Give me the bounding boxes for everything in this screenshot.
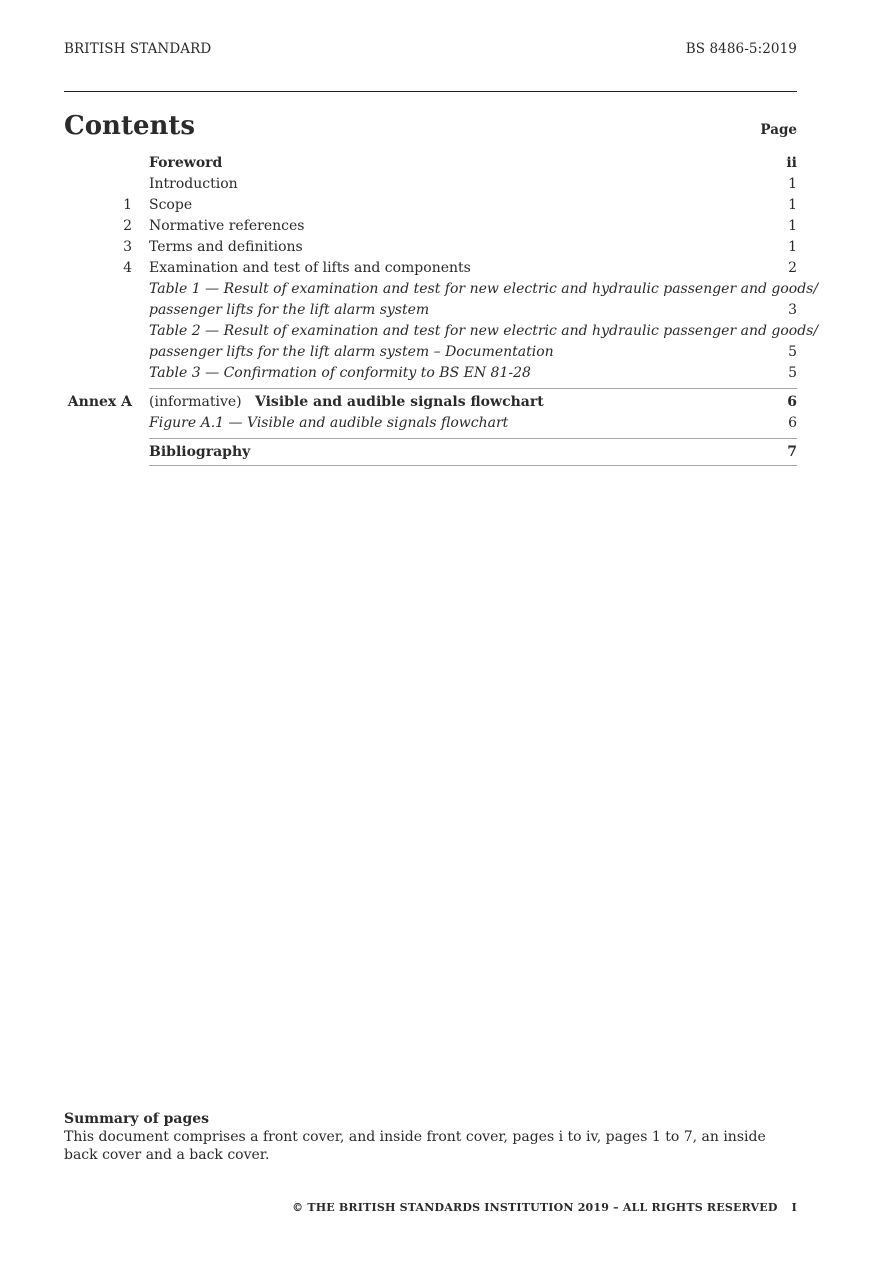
annex-separator-rule [149, 388, 797, 389]
toc-end-rule [149, 465, 797, 466]
toc-entry-page: 5 [788, 365, 797, 381]
table-of-contents [64, 153, 819, 466]
toc-entry-page: 1 [788, 218, 797, 234]
toc-entry-page: 1 [788, 197, 797, 213]
toc-entry-figure-a1[interactable] [64, 413, 797, 434]
header-document-number: BS 8486-5:2019 [685, 41, 797, 57]
bibliography-separator-rule [149, 438, 797, 439]
toc-entry-table-1[interactable] [64, 279, 819, 321]
toc-entry-title-line-1: Table 1 — Result of examination and test for new electric and hydraulic passenger and goods/ [149, 281, 819, 297]
toc-entry-page: 2 [788, 260, 797, 276]
toc-entry-foreword[interactable] [64, 153, 797, 174]
toc-entry-number: 2 [123, 218, 132, 234]
toc-entry-table-3[interactable] [64, 363, 797, 384]
toc-entry-title: Bibliography [149, 444, 251, 460]
toc-entry-annex-a[interactable] [64, 392, 797, 413]
document-page [64, 0, 819, 1262]
page-column-label: Page [760, 122, 797, 138]
toc-entry-terms-definitions[interactable] [64, 237, 797, 258]
toc-entry-title: Foreword [149, 155, 223, 171]
toc-entry-number: 4 [123, 260, 132, 276]
toc-entry-title: Terms and definitions [149, 239, 303, 255]
contents-title: Contents [64, 111, 196, 141]
toc-entry-bibliography[interactable] [64, 442, 797, 463]
header-standard-label: BRITISH STANDARD [64, 41, 212, 57]
toc-entry-title-line-2: passenger lifts for the lift alarm system – Documentation [149, 344, 554, 360]
toc-entry-number: 3 [123, 239, 132, 255]
toc-entry-normative-references[interactable] [64, 216, 797, 237]
page-footer [292, 1201, 797, 1214]
annex-label: Annex A [67, 394, 132, 410]
toc-entry-title: Examination and test of lifts and components [149, 260, 471, 276]
toc-entry-page: 7 [787, 444, 797, 460]
annex-entry-title [149, 392, 739, 413]
toc-entry-page: 5 [788, 344, 797, 360]
toc-entry-title: Scope [149, 197, 193, 213]
header-rule [64, 91, 797, 92]
toc-entry-page: 6 [788, 415, 797, 431]
toc-entry-introduction[interactable] [64, 174, 797, 195]
toc-entry-title: Figure A.1 — Visible and audible signals flowchart [149, 415, 509, 431]
page-folio: I [791, 1201, 797, 1214]
toc-entry-title-line-2: passenger lifts for the lift alarm system [149, 302, 430, 318]
toc-entry-title: Table 3 — Confirmation of conformity to BS EN 81-28 [149, 365, 531, 381]
running-header [64, 41, 797, 57]
toc-entry-page: 1 [788, 239, 797, 255]
toc-entry-page: 6 [787, 394, 797, 410]
annex-informative-prefix: (informative) [149, 394, 242, 410]
toc-entry-title: Introduction [149, 176, 238, 192]
toc-entry-table-2[interactable] [64, 321, 819, 363]
toc-entry-title: Normative references [149, 218, 305, 234]
summary-title: Summary of pages [64, 1111, 210, 1127]
toc-entry-page: 1 [788, 176, 797, 192]
toc-entry-number: 1 [123, 197, 132, 213]
summary-of-pages [64, 1110, 797, 1164]
annex-title: Visible and audible signals flowchart [255, 394, 544, 410]
toc-entry-page: ii [786, 155, 797, 171]
toc-entry-title-line-1: Table 2 — Result of examination and test for new electric and hydraulic passenger and goods/ [149, 323, 819, 339]
toc-entry-scope[interactable] [64, 195, 797, 216]
toc-entry-page: 3 [788, 302, 797, 318]
summary-body: This document comprises a front cover, and inside front cover, pages i to iv, pages 1 to 7, an inside back cover and a back cover. [64, 1129, 766, 1163]
toc-entry-examination-test[interactable] [64, 258, 797, 279]
copyright-notice: © THE BRITISH STANDARDS INSTITUTION 2019 – ALL RIGHTS RESERVED [292, 1201, 778, 1214]
